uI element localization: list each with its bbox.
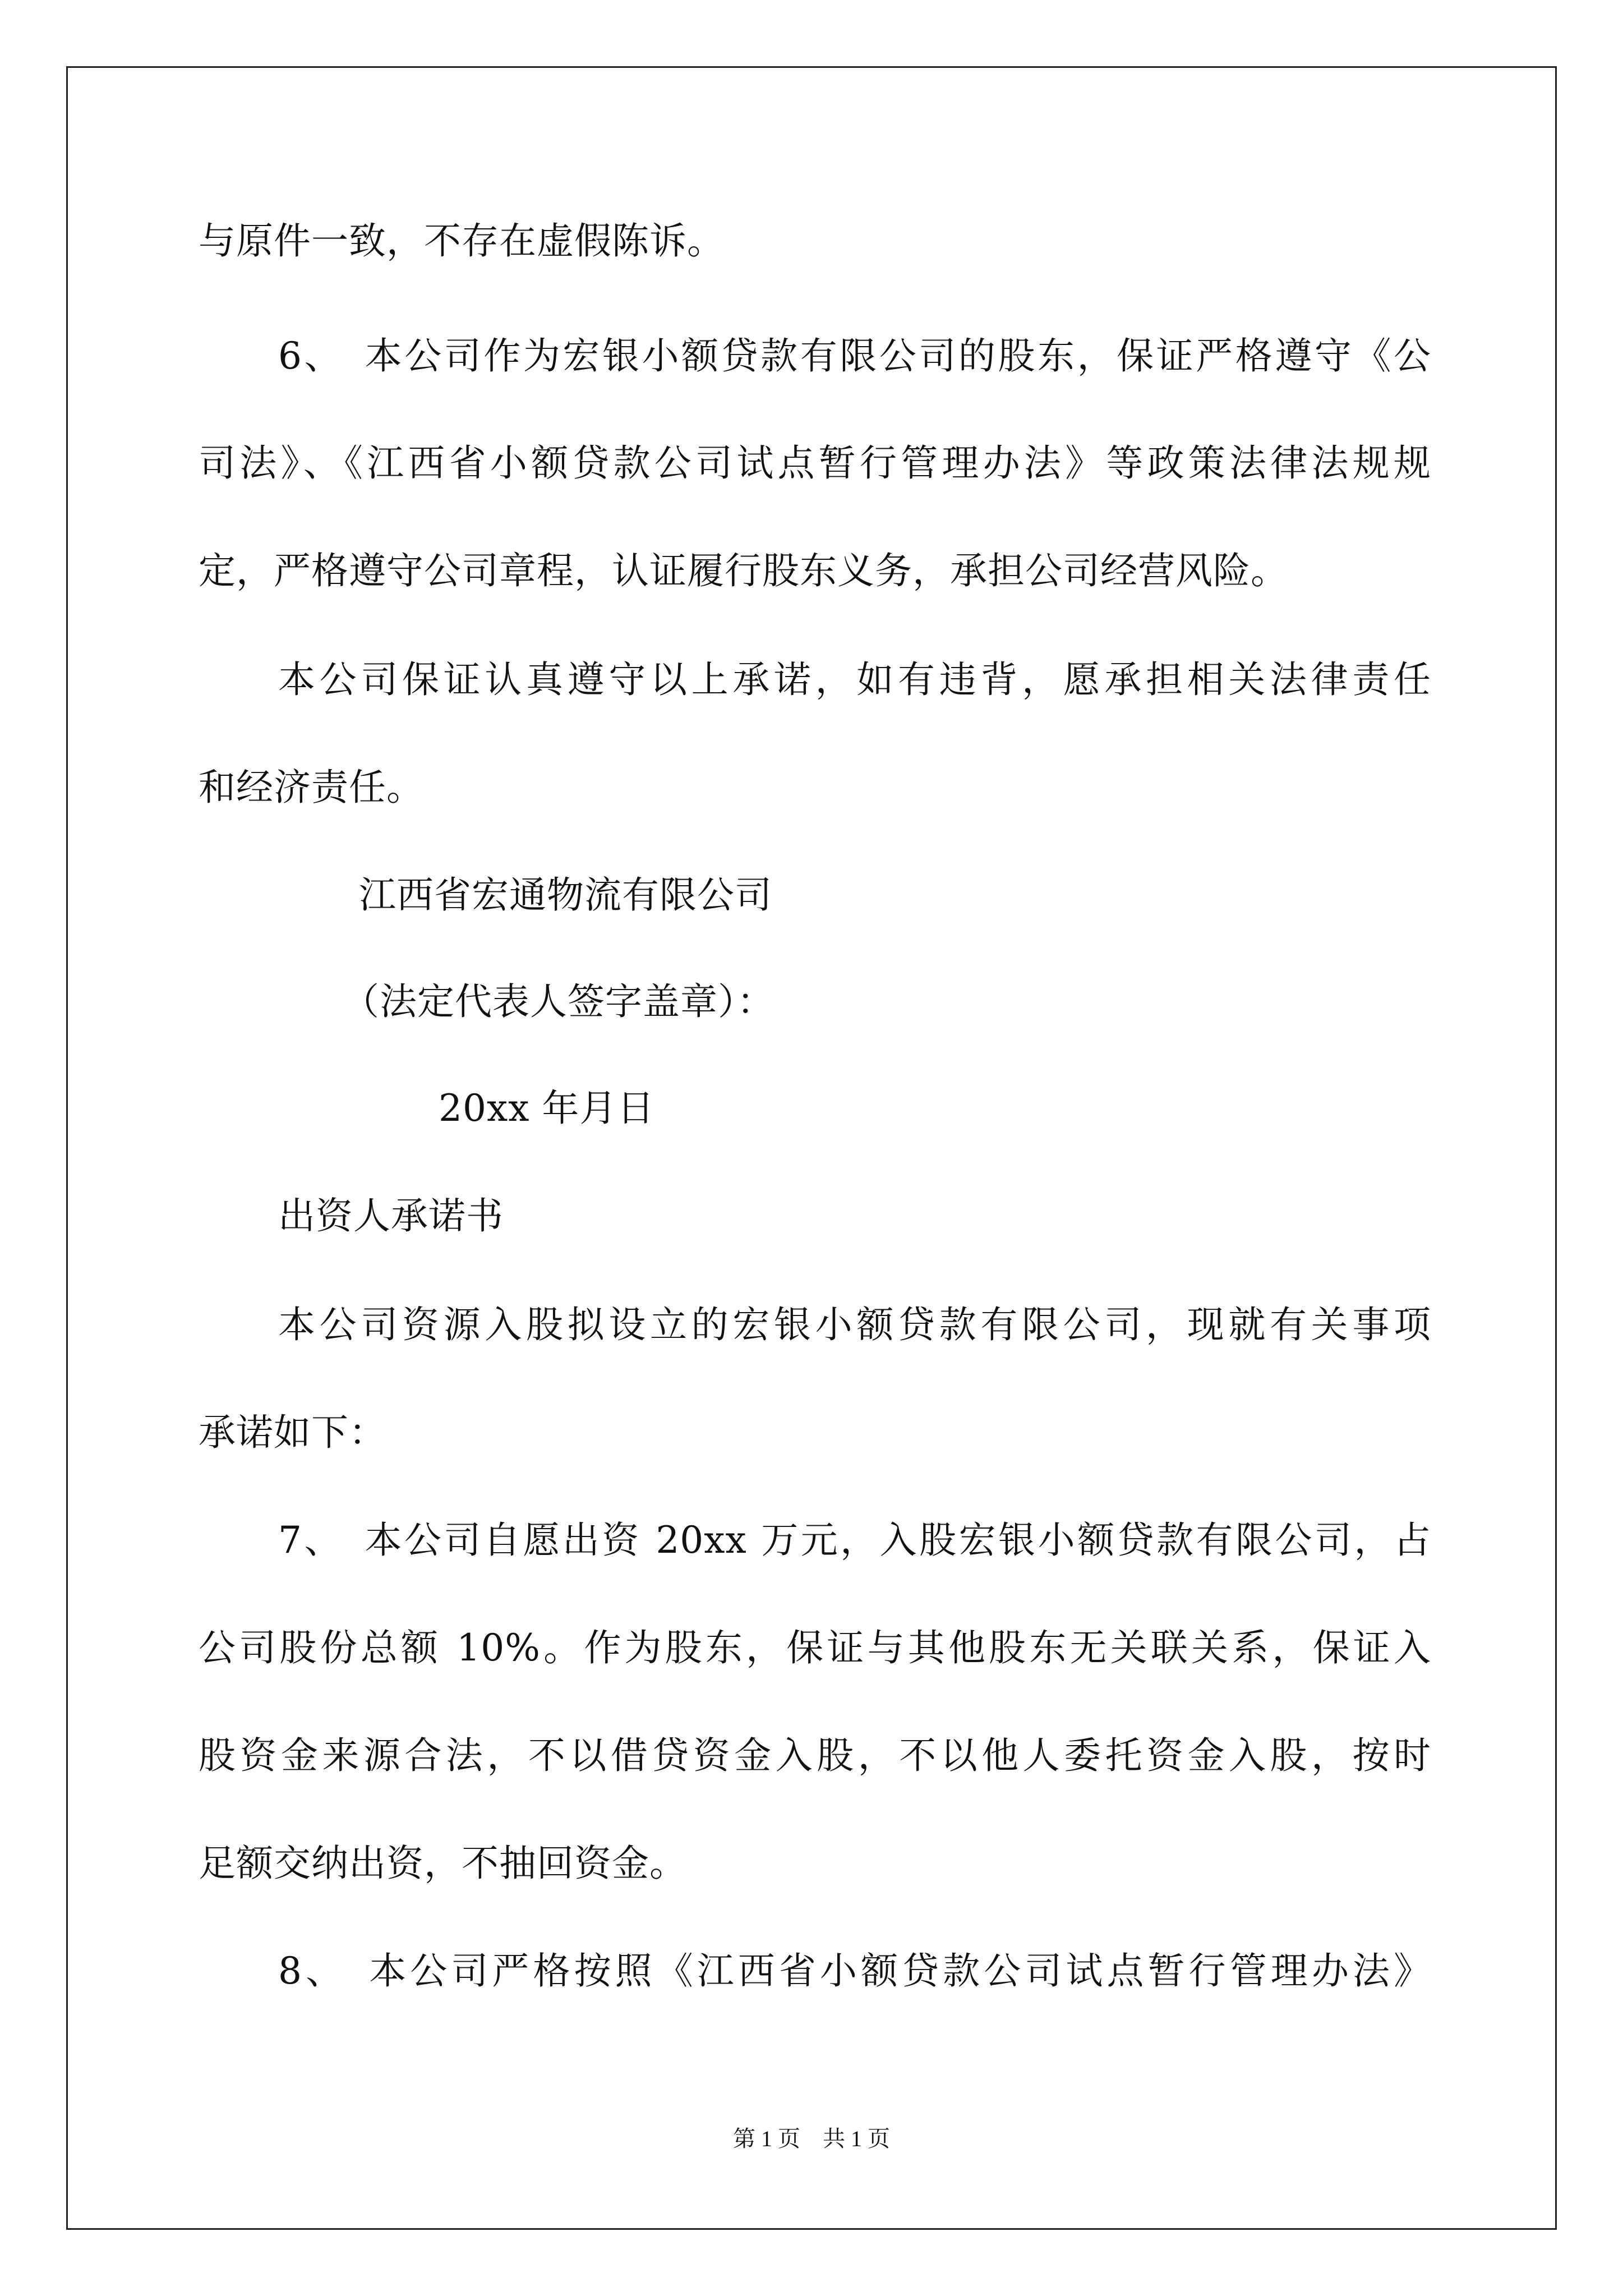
text-line-4: 定，严格遵守公司章程，认证履行股东义务，承担公司经营风险。 (199, 549, 1288, 592)
page-footer: 第 1 页 共 1 页 (733, 2126, 890, 2151)
text-line-13: 7、 本公司自愿出资 20xx 万元，入股宏银小额贷款有限公司，占 (278, 1519, 1431, 1562)
section-title: 出资人承诺书 (278, 1194, 504, 1237)
text-line-2: 6、 本公司作为宏银小额贷款有限公司的股东，保证严格遵守《公 (278, 334, 1431, 378)
text-line-16: 足额交纳出资，不抽回资金。 (199, 1842, 687, 1885)
text-line-17: 8、 本公司严格按照《江西省小额贷款公司试点暂行管理办法》 (278, 1949, 1431, 1993)
company-name: 江西省宏通物流有限公司 (359, 873, 772, 917)
text-line-12: 承诺如下： (199, 1411, 386, 1454)
text-line-5: 本公司保证认真遵守以上承诺，如有违背，愿承担相关法律责任 (278, 658, 1431, 701)
text-line-1: 与原件一致，不存在虚假陈诉。 (199, 219, 725, 263)
text-line-6: 和经济责任。 (199, 766, 424, 809)
signature-label: （法定代表人签字盖章）： (342, 980, 774, 1023)
text-line-15: 股资金来源合法，不以借贷资金入股，不以他人委托资金入股，按时 (199, 1734, 1431, 1777)
text-line-3: 司法》、《江西省小额贷款公司试点暂行管理办法》等政策法律法规规 (199, 441, 1431, 485)
page-frame (66, 66, 1557, 2230)
text-line-11: 本公司资源入股拟设立的宏银小额贷款有限公司，现就有关事项 (278, 1303, 1431, 1346)
date-line: 20xx 年月日 (439, 1087, 655, 1130)
text-line-14: 公司股份总额 10%。作为股东，保证与其他股东无关联关系，保证入 (199, 1626, 1431, 1669)
